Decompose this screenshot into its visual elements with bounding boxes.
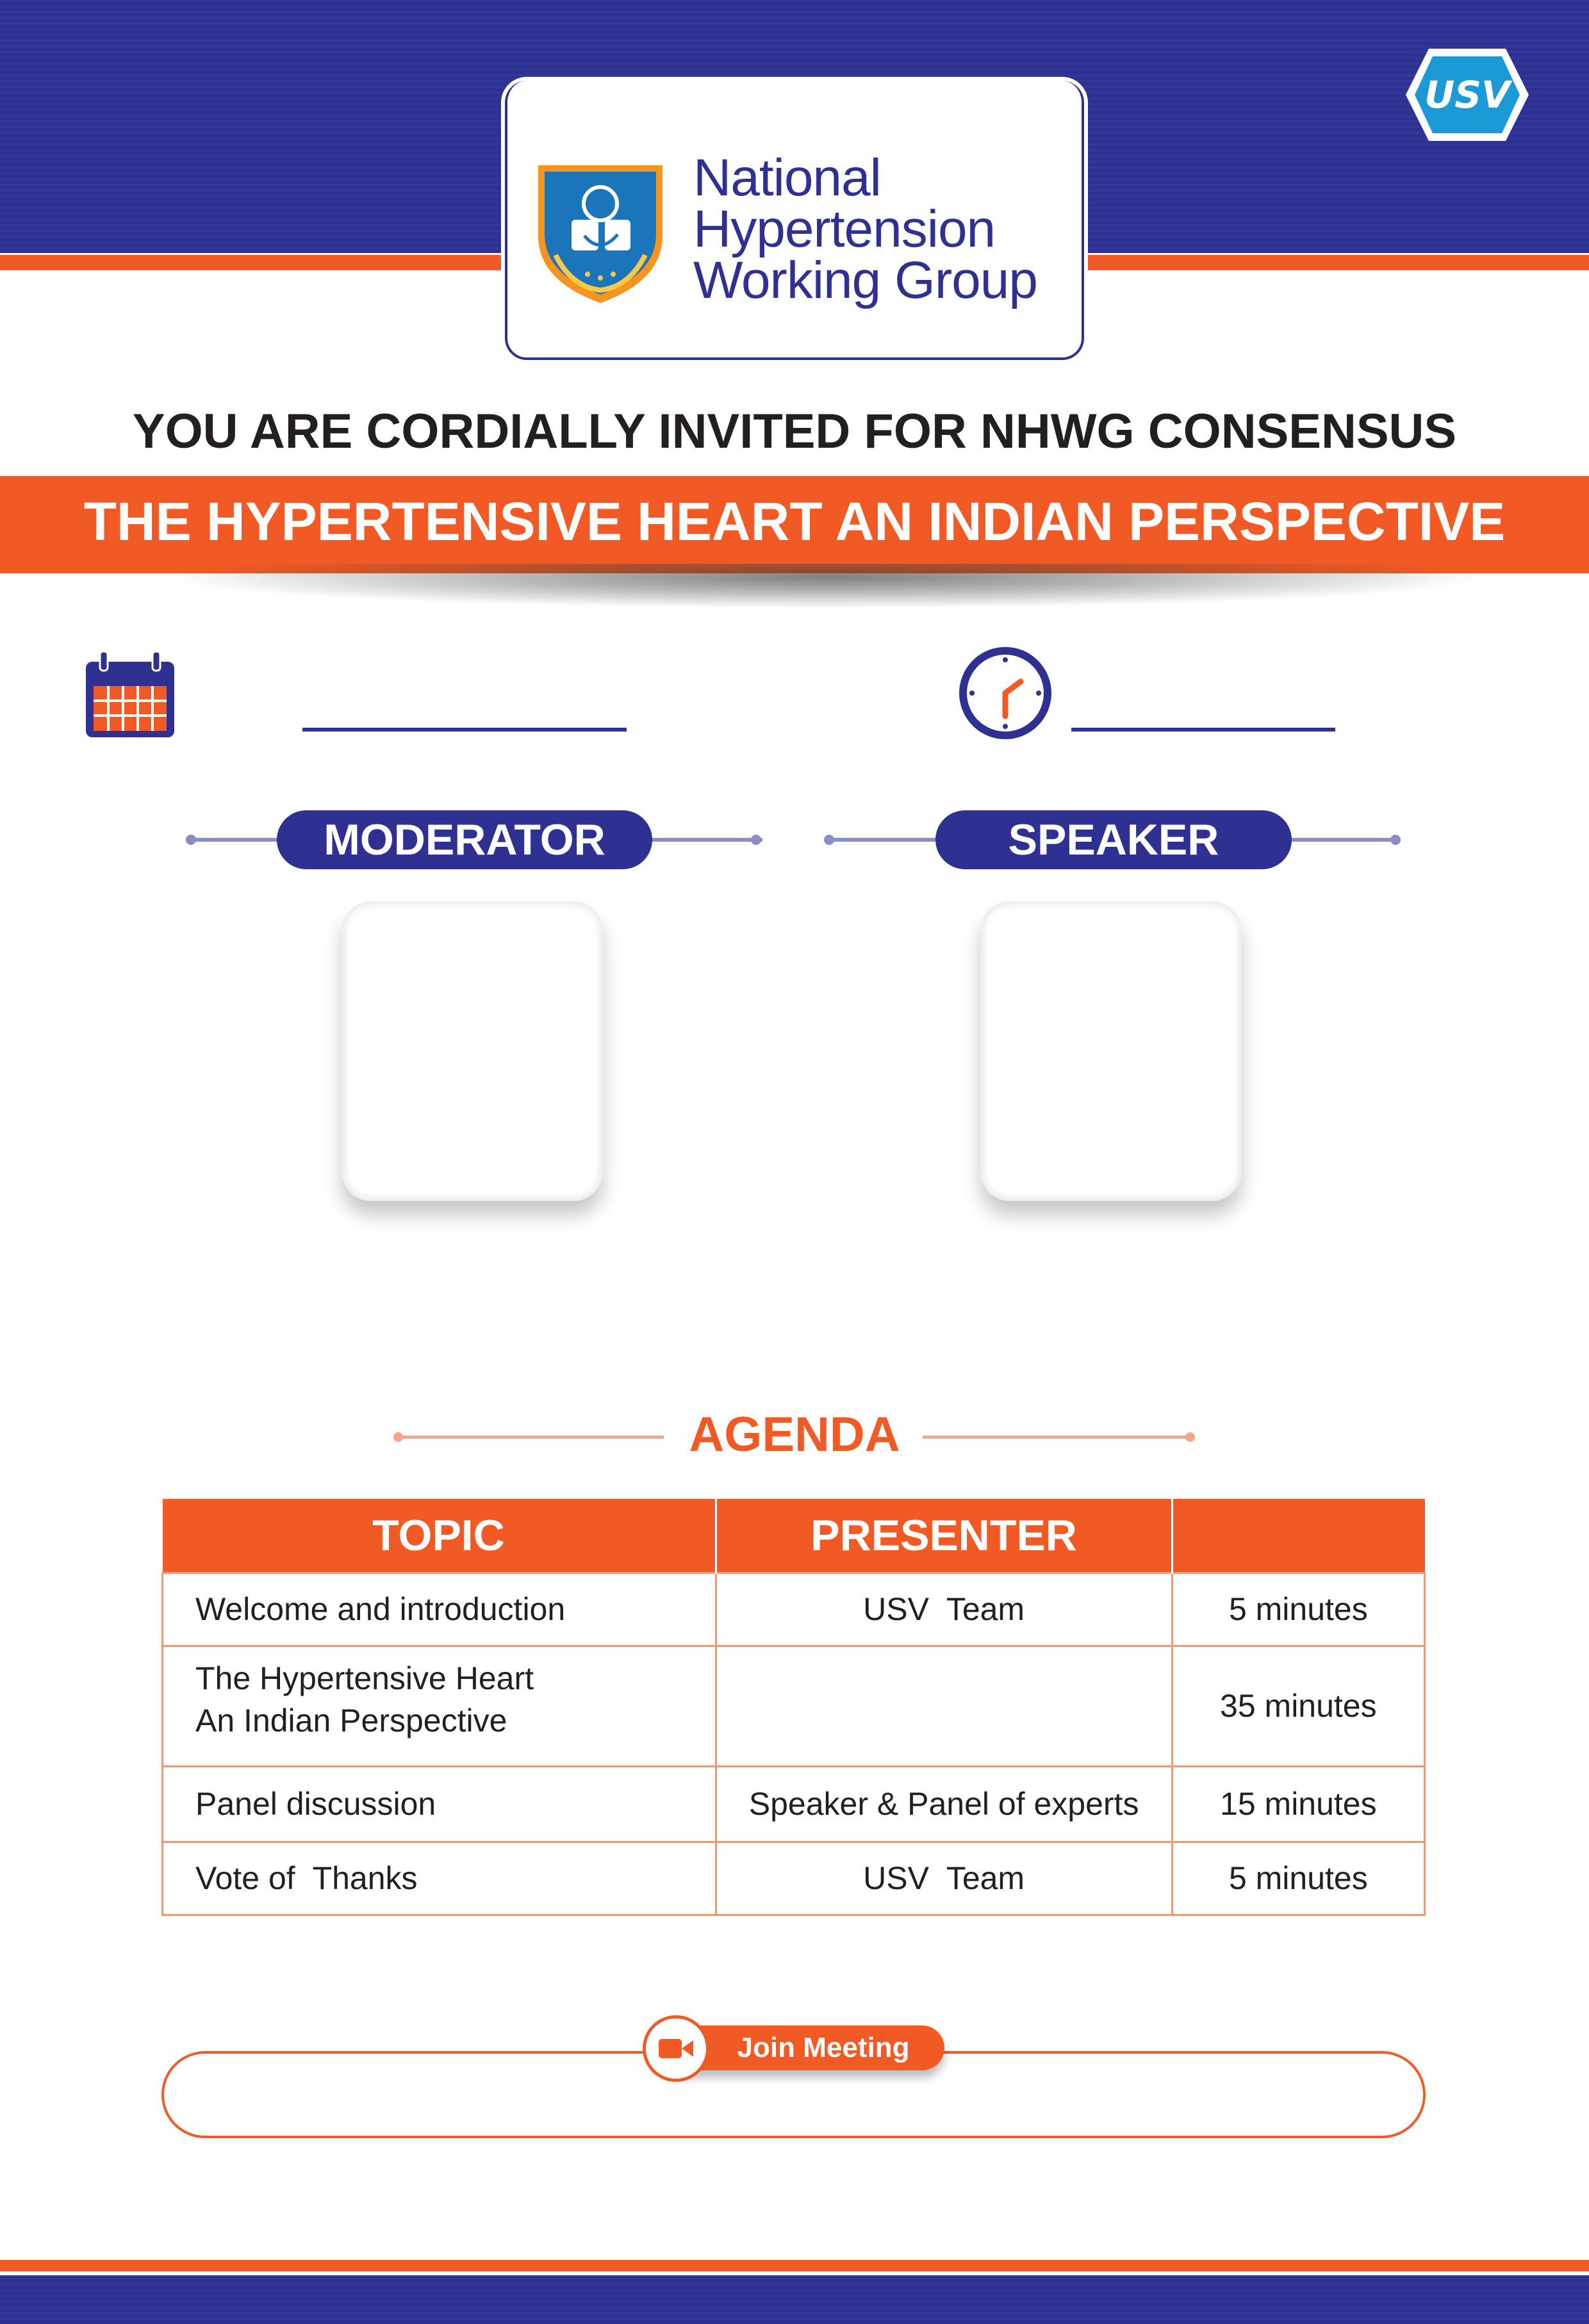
video-camera-icon [657,2035,695,2062]
time-blank-line [1071,728,1335,732]
title-shadow [160,564,1493,609]
moderator-label: MODERATOR [277,810,652,869]
agenda-title: AGENDA [689,1407,900,1462]
agenda-topic: The Hypertensive Heart An Indian Perspective [163,1646,716,1766]
table-row [163,1646,1425,1766]
nhwg-logo-card [505,81,1084,360]
event-title: THE HYPERTENSIVE HEART AN INDIAN PERSPECTIVE [83,491,1506,552]
agenda-duration: 5 minutes [1172,1573,1424,1646]
svg-text:USV: USV [1424,73,1510,117]
org-name: National Hypertension Working Group [693,149,1037,309]
agenda-duration: 35 minutes [1172,1646,1424,1766]
join-meeting-label[interactable]: Join Meeting [737,2032,910,2063]
table-row [163,1766,1425,1842]
agenda-presenter: USV Team [716,1573,1172,1646]
agenda-dot-left [393,1432,403,1442]
agenda-dot-right [1185,1432,1195,1442]
agenda-duration: 5 minutes [1172,1842,1424,1915]
agenda-rule-right [923,1436,1190,1439]
speaker-photo-frame [980,901,1242,1201]
agenda-duration: 15 minutes [1172,1766,1424,1842]
footer-orange-stripe [0,2260,1589,2271]
agenda-table [161,1499,1426,1916]
agenda-topic: Panel discussion [163,1766,716,1842]
agenda-topic: Vote of Thanks [163,1842,716,1915]
table-row [163,1573,1425,1646]
clock-icon [958,646,1053,741]
usv-logo [1403,46,1531,143]
date-blank-line [302,728,627,732]
nhwg-shield-icon [533,159,668,306]
agenda-header-presenter: PRESENTER [716,1499,1172,1573]
agenda-header-duration [1172,1499,1424,1573]
speaker-rule-dot-left [824,835,834,845]
speaker-label: SPEAKER [935,810,1292,869]
agenda-header-topic: TOPIC [163,1499,716,1573]
agenda-presenter: Speaker & Panel of experts [716,1766,1172,1842]
moderator-rule-dot-right [751,835,761,845]
moderator-rule-dot-left [186,835,196,845]
agenda-rule-left [399,1436,664,1439]
join-meeting-icon-circle[interactable] [643,2015,709,2082]
agenda-topic: Welcome and introduction [163,1573,716,1646]
table-row [163,1842,1425,1915]
footer-band [0,2275,1589,2324]
speaker-rule-dot-right [1390,835,1401,845]
agenda-header-row [163,1499,1425,1573]
invite-line: YOU ARE CORDIALLY INVITED FOR NHWG CONSENSUS [132,404,1457,459]
agenda-presenter [716,1646,1172,1766]
moderator-photo-frame [342,901,603,1201]
calendar-icon [83,650,177,740]
agenda-presenter: USV Team [716,1842,1172,1915]
